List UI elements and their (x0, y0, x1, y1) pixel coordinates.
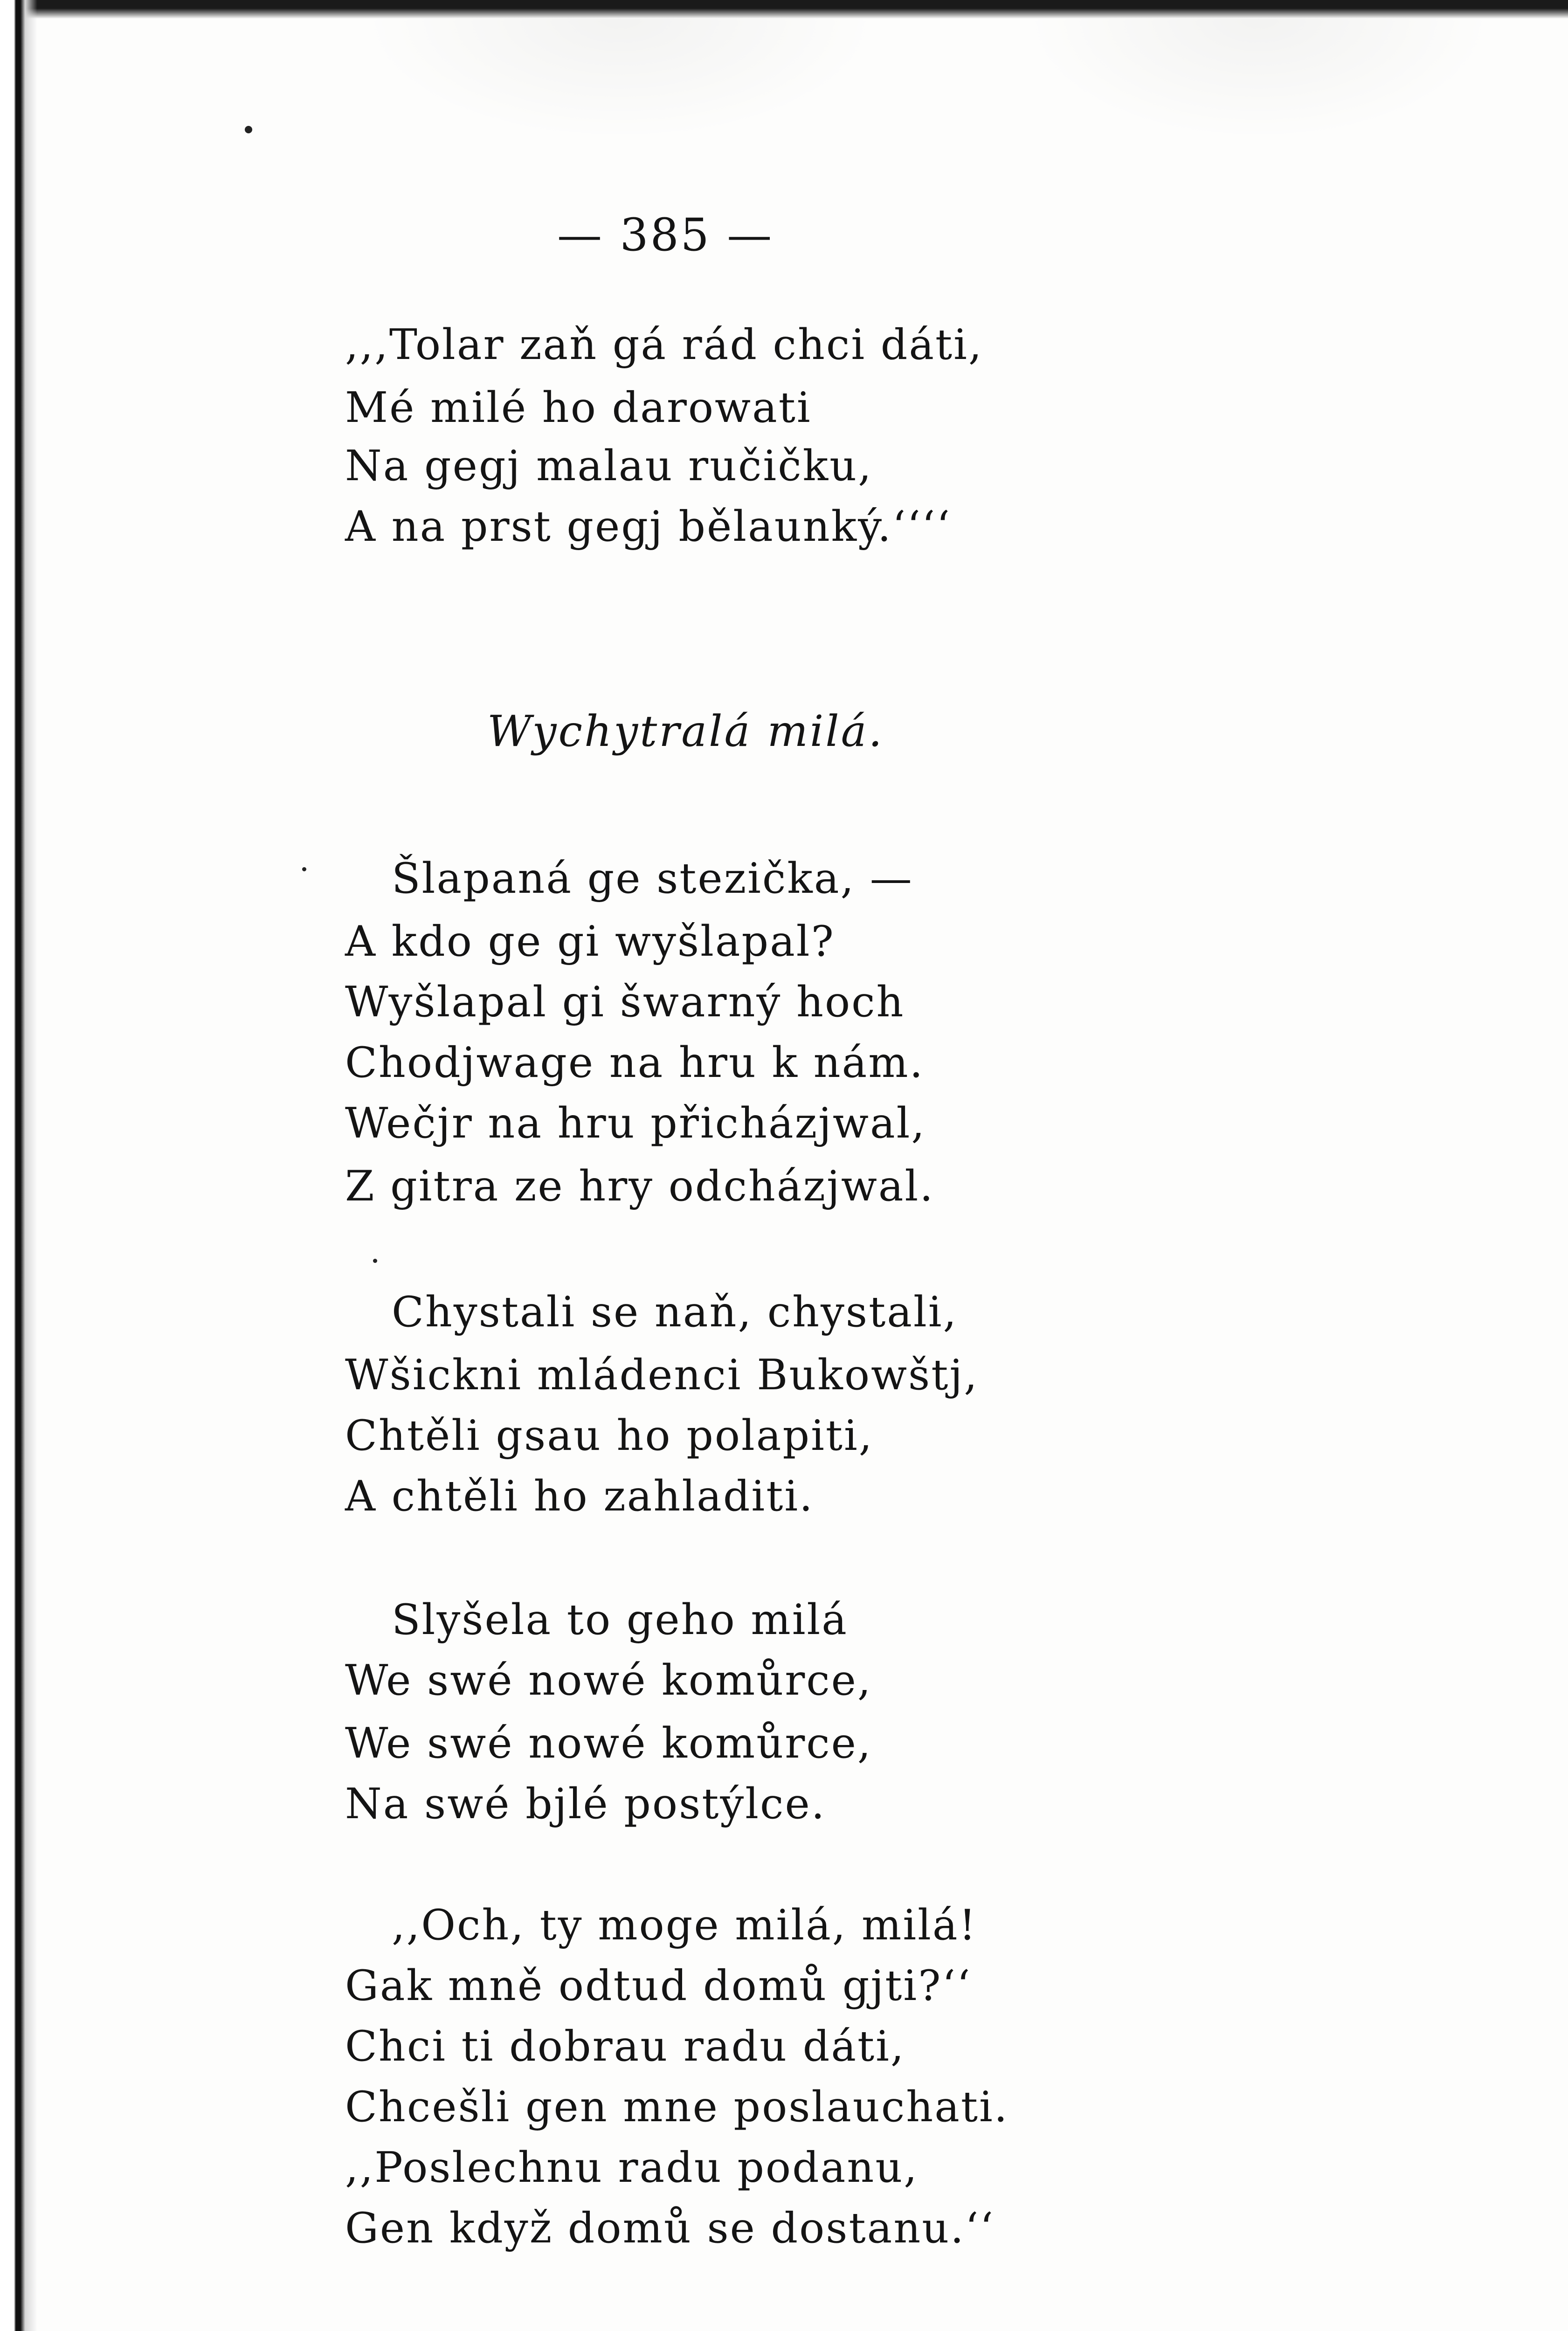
poem-title: Wychytralá milá. (487, 706, 884, 756)
ink-bleed-through (364, 19, 877, 140)
verse-line: ,,Och, ty moge milá, milá! (392, 1901, 977, 1950)
verse-line: Wšickni mládenci Bukowštj, (345, 1351, 979, 1400)
verse-line: Gak mně odtud domů gjti?‘‘ (345, 1961, 972, 2010)
verse-line: A kdo ge gi wyšlapal? (345, 917, 835, 966)
verse-line: Chcešli gen mne poslauchati. (345, 2083, 1009, 2131)
verse-line: Slyšela to geho milá (392, 1595, 848, 1644)
verse-line: ,,Poslechnu radu podanu, (345, 2143, 919, 2192)
verse-line: Wečjr na hru přicházjwal, (345, 1099, 926, 1148)
verse-line: A chtěli ho zahladiti. (345, 1472, 814, 1521)
verse-line: Na swé bjlé postýlce. (345, 1779, 826, 1828)
verse-line: Chystali se naň, chystali, (392, 1288, 958, 1337)
scan-border-top (0, 0, 1568, 19)
verse-line: Na gegj malau ručičku, (345, 441, 873, 490)
ink-speck (302, 867, 306, 871)
verse-line: We swé nowé komůrce, (345, 1719, 872, 1768)
verse-line: Gen když domů se dostanu.‘‘ (345, 2204, 995, 2253)
verse-line: Z gitra ze hry odcházjwal. (345, 1162, 934, 1211)
verse-line: Chodjwage na hru k nám. (345, 1038, 925, 1087)
verse-line: A na prst gegj bělaunký.‘‘‘‘ (345, 502, 952, 551)
page-number: — 385 — (557, 209, 774, 261)
verse-line: Wyšlapal gi šwarný hoch (345, 978, 905, 1027)
ink-speck (373, 1259, 377, 1263)
verse-line: We swé nowé komůrce, (345, 1656, 872, 1705)
verse-line: Chtěli gsau ho polapiti, (345, 1411, 874, 1460)
verse-line: Mé milé ho darowati (345, 383, 812, 432)
verse-line: ,,,Tolar zaň gá rád chci dáti, (345, 320, 983, 369)
scan-border-left (0, 0, 37, 2331)
verse-line: Šlapaná ge stezička, — (392, 854, 913, 903)
verse-line: Chci ti dobrau radu dáti, (345, 2022, 905, 2071)
ink-speck (245, 126, 252, 133)
ink-bleed-through (1026, 19, 1492, 140)
